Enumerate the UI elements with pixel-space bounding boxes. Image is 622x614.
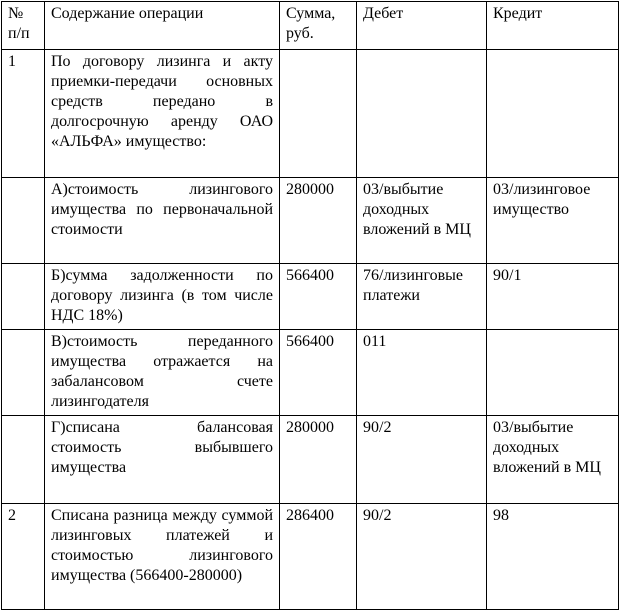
row-num [2,264,45,330]
row-credit [487,50,619,178]
row-debit: 90/2 [357,504,487,610]
row-content: А)стоимость лизингового имущества по первоначальной стоимости [45,178,280,264]
row-credit: 90/1 [487,264,619,330]
row-content: Списана разница между суммой лизинговых платежей и стоимостью лизингового имущества (566400-280000) [45,504,280,610]
row-credit: 03/лизинговое имущество [487,178,619,264]
row-sum: 566400 [280,264,357,330]
row-debit [357,50,487,178]
header-debit: Дебет [357,2,487,50]
row-content: По договору лизинга и акту приемки-передачи основных средств передано в долгосрочную аренду ОАО «АЛЬФА» имущество: [45,50,280,178]
table-row [2,416,619,504]
row-credit [487,330,619,416]
row-content: Г)списана балансовая стоимость выбывшего имущества [45,416,280,504]
header-num: № п/п [2,2,45,50]
table-row [2,264,619,330]
header-credit: Кредит [487,2,619,50]
header-row [2,2,619,50]
table-row [2,330,619,416]
row-num [2,178,45,264]
header-sum: Сумма, руб. [280,2,357,50]
row-credit: 98 [487,504,619,610]
row-sum: 280000 [280,178,357,264]
row-sum: 566400 [280,330,357,416]
row-num: 2 [2,504,45,610]
row-content: В)стоимость переданного имущества отражается на забалансовом счете лизингодателя [45,330,280,416]
row-debit: 03/выбытие доходных вложений в МЦ [357,178,487,264]
table-row [2,504,619,610]
row-debit: 90/2 [357,416,487,504]
table-row [2,50,619,178]
row-content: Б)сумма задолженности по договору лизинга (в том числе НДС 18%) [45,264,280,330]
row-sum: 286400 [280,504,357,610]
row-sum [280,50,357,178]
row-num [2,416,45,504]
row-debit: 76/лизинговые платежи [357,264,487,330]
header-content: Содержание операции [45,2,280,50]
row-num [2,330,45,416]
row-debit: 011 [357,330,487,416]
operations-table [1,1,619,610]
table-row [2,178,619,264]
row-sum: 280000 [280,416,357,504]
row-num: 1 [2,50,45,178]
row-credit: 03/выбытие доходных вложений в МЦ [487,416,619,504]
